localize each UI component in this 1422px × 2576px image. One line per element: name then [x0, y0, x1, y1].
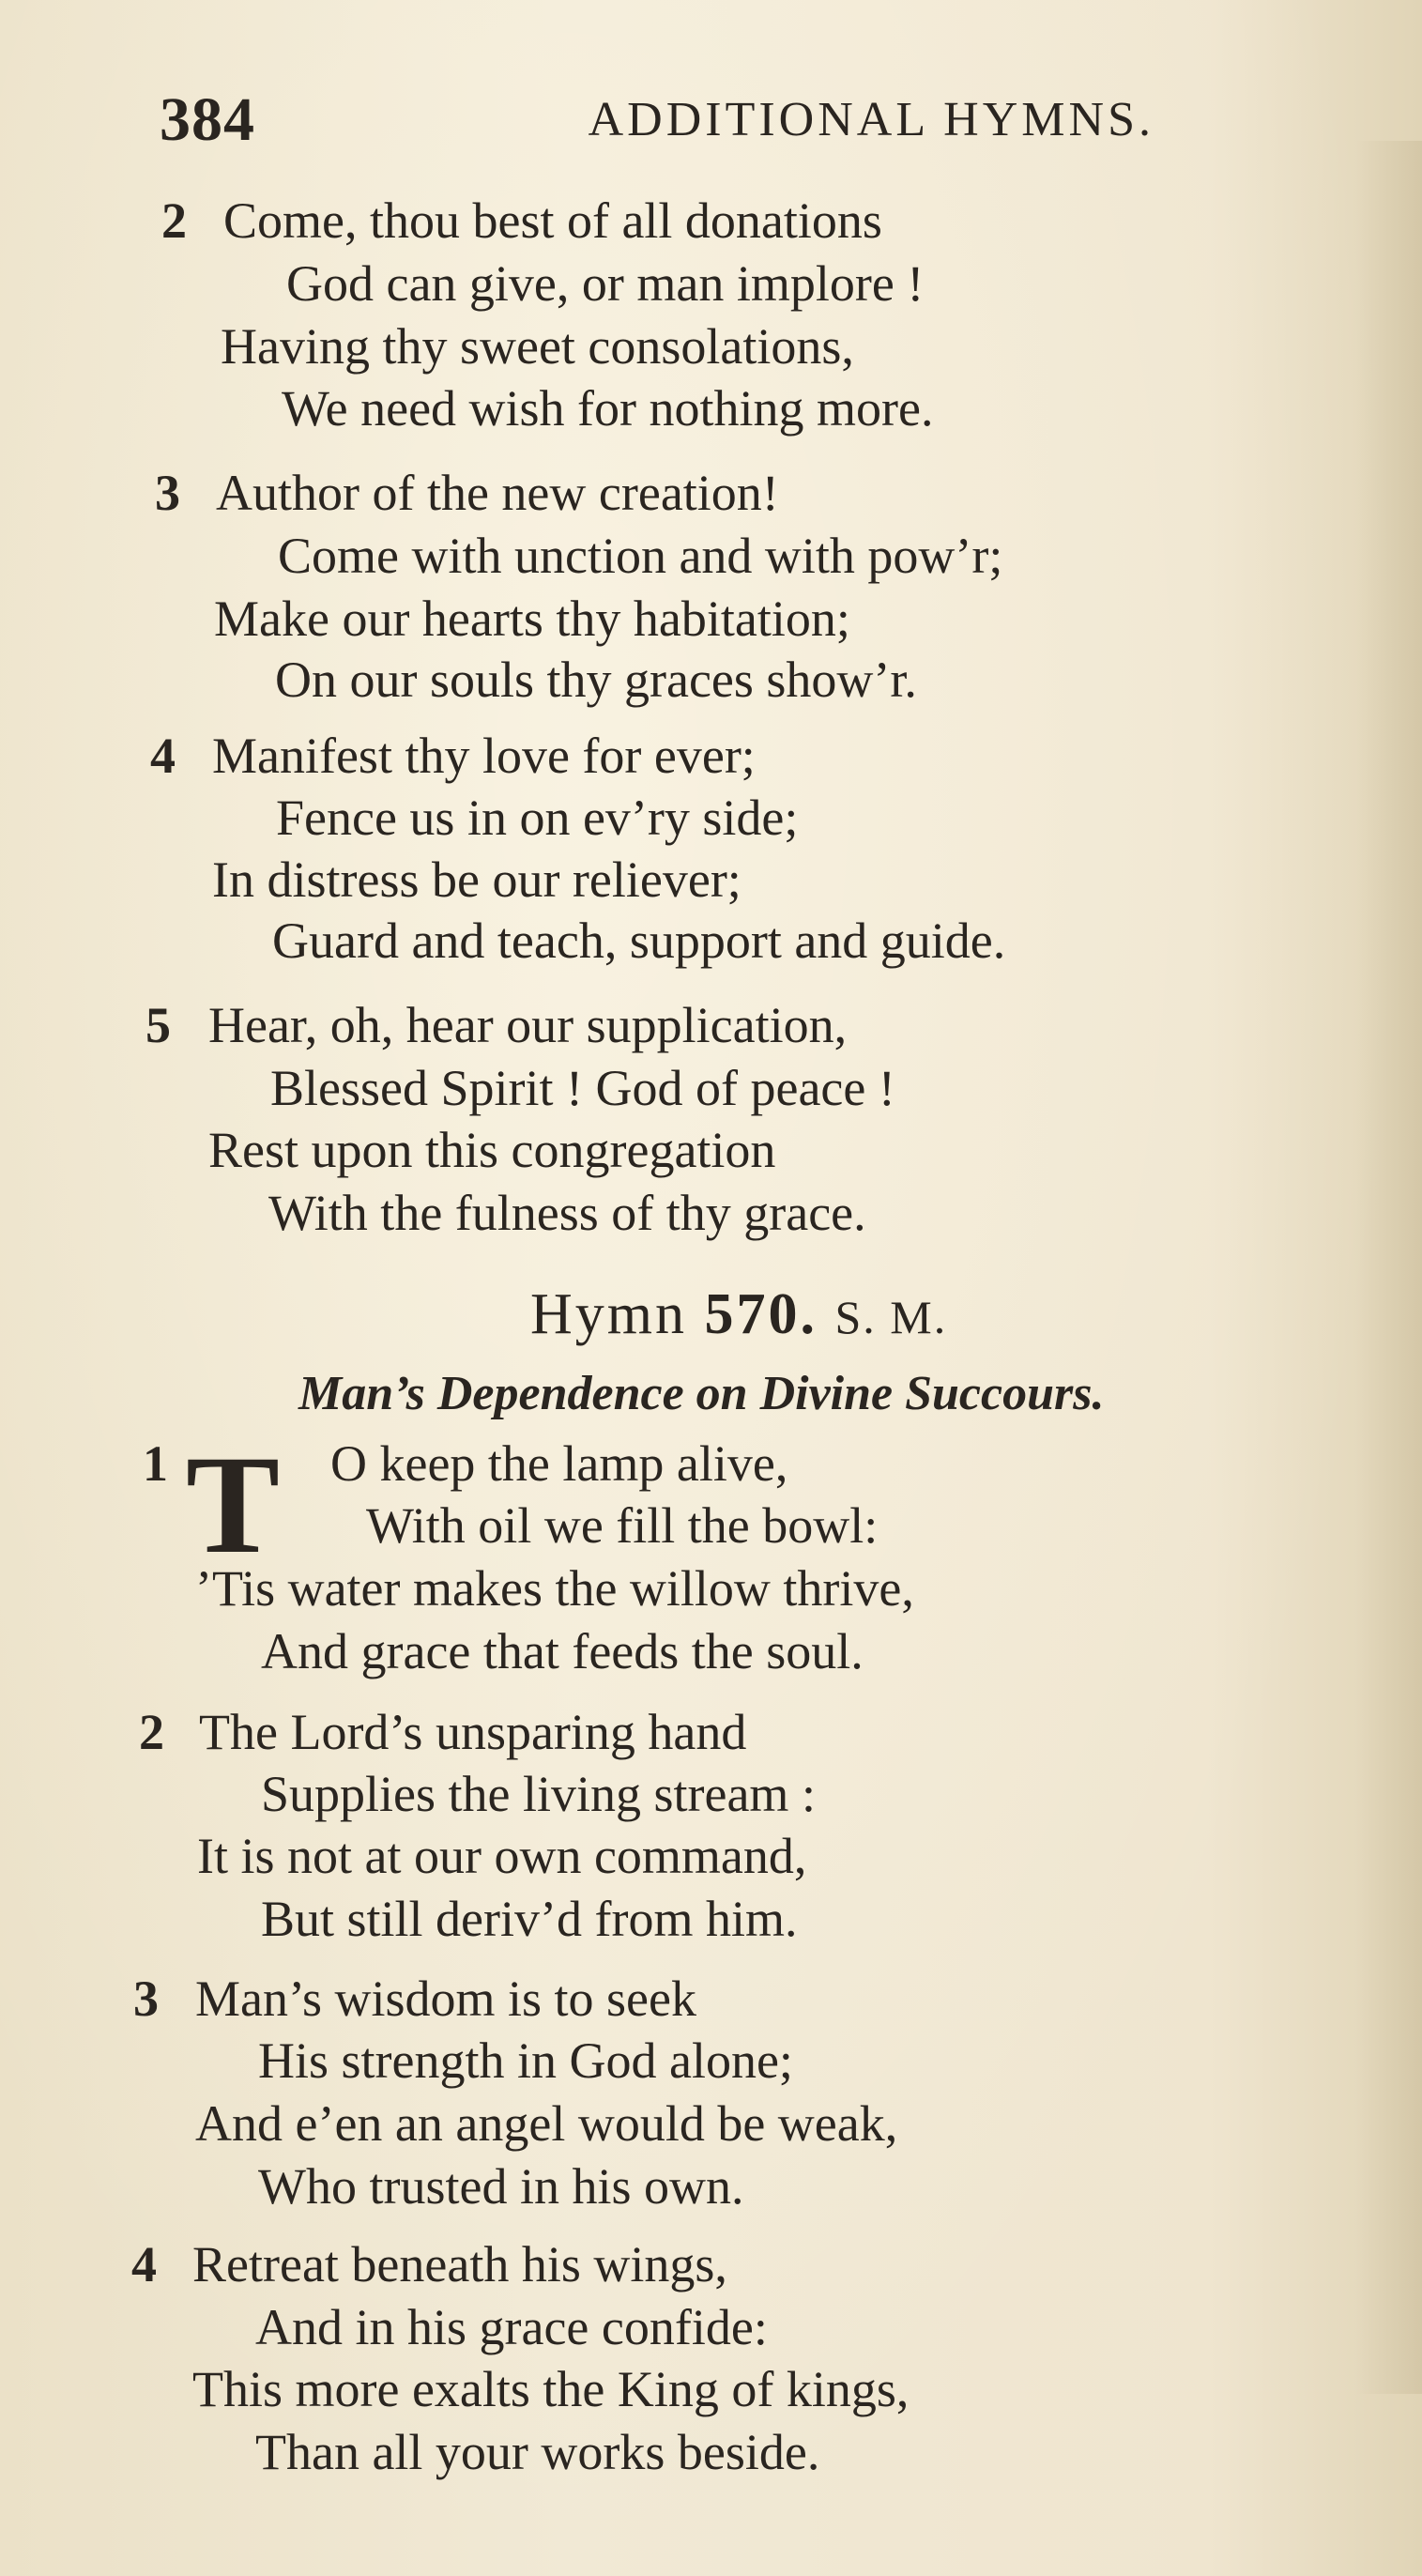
verse-line: Hear, oh, hear our supplication,: [208, 997, 848, 1053]
verse-line: We need wish for nothing more.: [282, 380, 934, 437]
verse-line: God can give, or man implore !: [286, 255, 925, 312]
verse-line: This more exalts the King of kings,: [192, 2361, 910, 2417]
verse-line: Retreat beneath his wings,: [192, 2236, 727, 2292]
verse-number: 2: [161, 192, 187, 249]
verse-line: With the fulness of thy grace.: [268, 1185, 866, 1241]
verse-line: Blessed Spirit ! God of peace !: [270, 1060, 895, 1116]
page-header: [160, 84, 1154, 169]
verse-number: 3: [155, 465, 180, 521]
verse-line: Author of the new creation!: [216, 465, 779, 521]
verse-line: Than all your works beside.: [255, 2424, 820, 2480]
drop-cap: T: [186, 1427, 281, 1583]
verse-line: Supplies the living stream :: [261, 1766, 816, 1822]
verse-line: In distress be our reliever;: [212, 851, 742, 908]
verse-line: Rest upon this congregation: [208, 1122, 776, 1178]
verse-number: 1: [143, 1435, 168, 1492]
verse-line: Come with unction and with pow’r;: [278, 528, 1003, 584]
hymn-meter: S. M.: [834, 1291, 948, 1343]
verse-line: Guard and teach, support and guide.: [272, 912, 1006, 969]
verse-line: Who trusted in his own.: [258, 2158, 744, 2215]
verse-line: Make our hearts thy habitation;: [214, 590, 850, 647]
verse-line: Man’s wisdom is to seek: [195, 1970, 696, 2027]
hymn-subtitle: Man’s Dependence on Divine Succours.: [298, 1367, 1105, 1420]
verse-line: Manifest thy love for ever;: [212, 728, 756, 784]
verse-line: It is not at our own command,: [197, 1828, 807, 1884]
verse-line: With oil we fill the bowl:: [366, 1497, 879, 1554]
verse-number: 5: [145, 997, 171, 1053]
running-head: ADDITIONAL HYMNS.: [588, 93, 1154, 146]
verse-line: And grace that feeds the soul.: [261, 1623, 864, 1679]
hymn-number: 570.: [704, 1282, 818, 1346]
verse-number: 4: [150, 728, 176, 784]
verse-number: 3: [133, 1970, 159, 2027]
verse-line: O keep the lamp alive,: [330, 1435, 788, 1492]
verse-line: And e’en an angel would be weak,: [195, 2095, 898, 2152]
verse-line: And in his grace confide:: [255, 2299, 768, 2355]
verse-line: On our souls thy graces show’r.: [275, 652, 917, 708]
verse-line: But still deriv’d from him.: [261, 1891, 798, 1947]
verse-line: Come, thou best of all donations: [223, 192, 882, 249]
page-number: 384: [160, 85, 255, 154]
verse-line: His strength in God alone;: [258, 2032, 793, 2089]
hymn-title: [530, 1281, 947, 1348]
verse-number: 4: [131, 2236, 157, 2292]
verse-line: Fence us in on ev’ry side;: [276, 790, 799, 846]
verse-line: The Lord’s unsparing hand: [199, 1704, 747, 1760]
page-edge-shadow: [1356, 141, 1422, 2394]
verse-line: ’Tis water makes the willow thrive,: [195, 1560, 914, 1617]
hymn-title-prefix: Hymn: [530, 1282, 687, 1346]
verse-number: 2: [139, 1704, 164, 1760]
verse-line: Having thy sweet consolations,: [221, 318, 854, 375]
